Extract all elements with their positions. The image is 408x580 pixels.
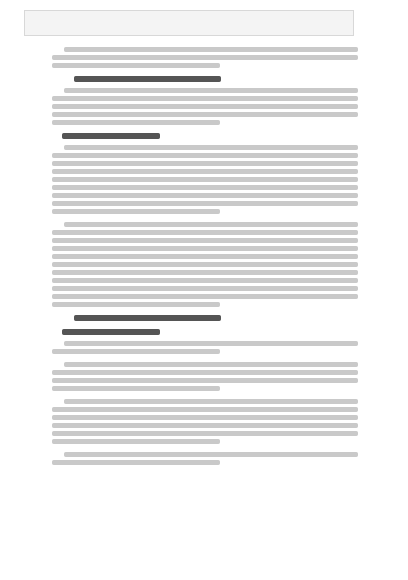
paragraph (52, 145, 358, 214)
section-heading (52, 315, 358, 321)
text-line-placeholder (64, 222, 358, 227)
text-line-placeholder (52, 415, 358, 420)
footer-contact (0, 544, 408, 558)
text-line-placeholder (74, 315, 221, 321)
document-body (52, 44, 358, 473)
text-line-placeholder (52, 169, 358, 174)
text-line-placeholder (64, 399, 358, 404)
text-line-placeholder (52, 209, 220, 214)
text-line-placeholder (52, 460, 220, 465)
text-line-placeholder (74, 76, 221, 82)
text-line-placeholder (52, 153, 358, 158)
text-line-placeholder (52, 112, 358, 117)
text-line-placeholder (52, 370, 358, 375)
text-line-placeholder (52, 120, 220, 125)
text-line-placeholder (64, 452, 358, 457)
text-line-placeholder (52, 378, 358, 383)
text-line-placeholder (52, 185, 358, 190)
text-line-placeholder (52, 439, 220, 444)
text-line-placeholder (52, 254, 358, 259)
text-line-placeholder (52, 294, 358, 299)
text-line-placeholder (52, 423, 358, 428)
text-line-placeholder (52, 238, 358, 243)
section-heading (52, 76, 358, 82)
text-line-placeholder (52, 161, 358, 166)
text-line-placeholder (62, 133, 160, 139)
section-heading (52, 133, 358, 139)
text-line-placeholder (62, 329, 160, 335)
text-line-placeholder (52, 286, 358, 291)
text-line-placeholder (64, 47, 358, 52)
text-line-placeholder (52, 104, 358, 109)
text-line-placeholder (52, 63, 220, 68)
paragraph (52, 222, 358, 307)
section-heading (52, 329, 358, 335)
text-line-placeholder (52, 201, 358, 206)
paragraph (52, 88, 358, 125)
text-line-placeholder (52, 349, 220, 354)
text-line-placeholder (64, 341, 358, 346)
text-line-placeholder (64, 88, 358, 93)
text-line-placeholder (52, 96, 358, 101)
paragraph (52, 47, 358, 68)
text-line-placeholder (52, 386, 220, 391)
paragraph (52, 452, 358, 465)
text-line-placeholder (52, 270, 358, 275)
text-line-placeholder (64, 362, 358, 367)
text-line-placeholder (52, 246, 358, 251)
text-line-placeholder (52, 302, 220, 307)
paragraph (52, 341, 358, 354)
text-line-placeholder (64, 145, 358, 150)
text-line-placeholder (52, 55, 358, 60)
paragraph (52, 399, 358, 444)
text-line-placeholder (52, 230, 358, 235)
text-line-placeholder (52, 193, 358, 198)
text-line-placeholder (52, 431, 358, 436)
text-line-placeholder (52, 278, 358, 283)
top-notice-banner (24, 10, 354, 36)
text-line-placeholder (52, 177, 358, 182)
text-line-placeholder (52, 407, 358, 412)
paragraph (52, 362, 358, 391)
text-line-placeholder (52, 262, 358, 267)
